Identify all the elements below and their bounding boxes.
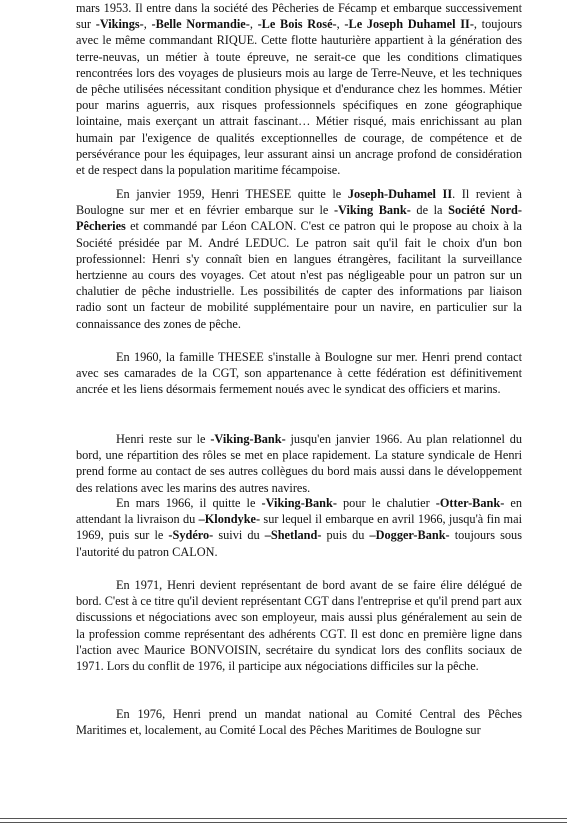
text-run: , [143,17,152,32]
text-run: en attendant la livraison du [76,496,523,527]
bold-text-run: -Sydéro- [168,528,214,543]
bold-text-run: Société Nord-Pêcheries [76,203,522,234]
page-bottom-edge [0,818,567,823]
text-run: . Il revient à Boulogne sur mer et en février embarque sur le [76,187,522,218]
text-run: , [336,17,345,32]
text-run: puis du [321,528,370,543]
text-run: pour le chalutier [336,496,436,510]
paragraph-3 [76,349,522,398]
bold-text-run: Joseph-Duhamel II [347,187,453,201]
bold-text-run: -Otter-Bank- [435,496,505,510]
text-run: En 1976, Henri prend un mandat national au Comité Central des Pêches Maritimes et, localement, au Comité Local des Pêches Maritimes de Boulogne sur [76,707,522,738]
text-run: jusqu'en janvier 1966. Au plan relationnel du bord, une répartition des rôles se met en place rapidement. La stature syndicale de Henri prend forme au contact de ses autres collègues du bord mais aussi dans le développement des relations avec les marins des autres navires. [76,432,522,495]
bold-text-run: -Viking Bank- [333,203,411,218]
paragraph-5 [76,495,522,560]
text-run: Henri reste sur le [116,432,211,446]
text-run: toujours sous l'autorité du patron CALON. [76,528,522,559]
text-run: , toujours avec le même commandant RIQUE. Cette flotte hauturière appartient à la génération des terre-neuvas, un métier à toute épreuve, ne serait-ce que les conditions climatiques rencontrées lors des voyages de plusieurs mois au large de Terre-Neuve, et les techniques de pêche utilisées nécessitant condition physique et d'endurance chez les hommes. Métier pour marins aguerris, aux risques professionnels spécifiques en zone géographique lointaine, mais exerçant un attrait fascinant… Métier risqué, mais enrichissant au plan humain par l'exigence de qualités exceptionnelles de courage, de compétence et de persévérance pour les équipages, leur assurant ainsi un ancrage profond de considération et de respect dans la population maritime fécampoise. [76,17,522,178]
bold-text-run: –Dogger-Bank- [369,528,450,543]
bold-text-run: -Le Bois Rosé- [257,17,337,32]
bold-text-run: –Shetland- [264,528,322,543]
text-run: En 1960, la famille THESEE s'installe à Boulogne sur mer. Henri prend contact avec ses camarades de la CGT, son appartenance à cette fédération est définitivement ancrée et les liens désormais fermement noués avec le syndicat des officiers et marins. [76,350,522,397]
bold-text-run: -Le Joseph Duhamel II- [344,17,474,32]
bold-text-run: -Vikings- [95,17,144,32]
text-run: En 1971, Henri devient représentant de bord avant de se faire élire délégué de bord. C'est à ce titre qu'il devient représentant CGT dans l'entreprise et qu'il prend part aux discussions et négociations avec son employeur, mais aussi plus généralement au sein de la profession comme représentant des adhérents CGT. Il est donc en première ligne dans l'action avec Maurice BONVOISIN, secrétaire du syndicat lors des conflits sociaux de 1971. Lors du conflit de 1976, il participe aux négociations difficiles sur la pêche. [76,578,522,674]
text-run: sur lequel il embarque en avril 1966, jusqu'à fin mai 1969, puis sur le [76,512,522,543]
paragraph-2 [76,186,522,332]
text-run: , [249,17,258,32]
bold-text-run: –Klondyke- [198,512,261,527]
paragraph-4 [76,431,522,496]
paragraph-1 [76,0,522,178]
paragraph-7 [76,706,522,738]
bold-text-run: -Viking-Bank- [261,496,337,510]
bold-text-run: -Belle Normandie- [151,17,250,32]
bold-text-run: -Viking-Bank- [210,432,286,446]
text-run: En mars 1966, il quitte le [116,496,262,510]
text-run: suivi du [213,528,265,543]
paragraph-6 [76,577,522,674]
text-run: En janvier 1959, Henri THESEE quitte le [116,187,348,201]
text-run: de la [410,203,449,218]
text-run: mars 1953. Il entre dans la société des Pêcheries de Fécamp et embarque successivement sur [76,1,522,32]
text-run: et commandé par Léon CALON. C'est ce patron qui le propose au choix à la Société présidée par M. André LEDUC. Le patron sait qu'il fait le choix d'un bon professionnel: Henri s'y connaît bien en langues étrangères, facilitant la surveillance hertzienne au cours des voyages. Cet atout n'est pas négligeable pour un patron sur un chalutier de pêche industrielle. Les possibilités de capter des informations par liaison radio sont un facteur de mobilité supplémentaire pour un navire, en particulier sur la connaissance des zones de pêche. [76,219,522,331]
